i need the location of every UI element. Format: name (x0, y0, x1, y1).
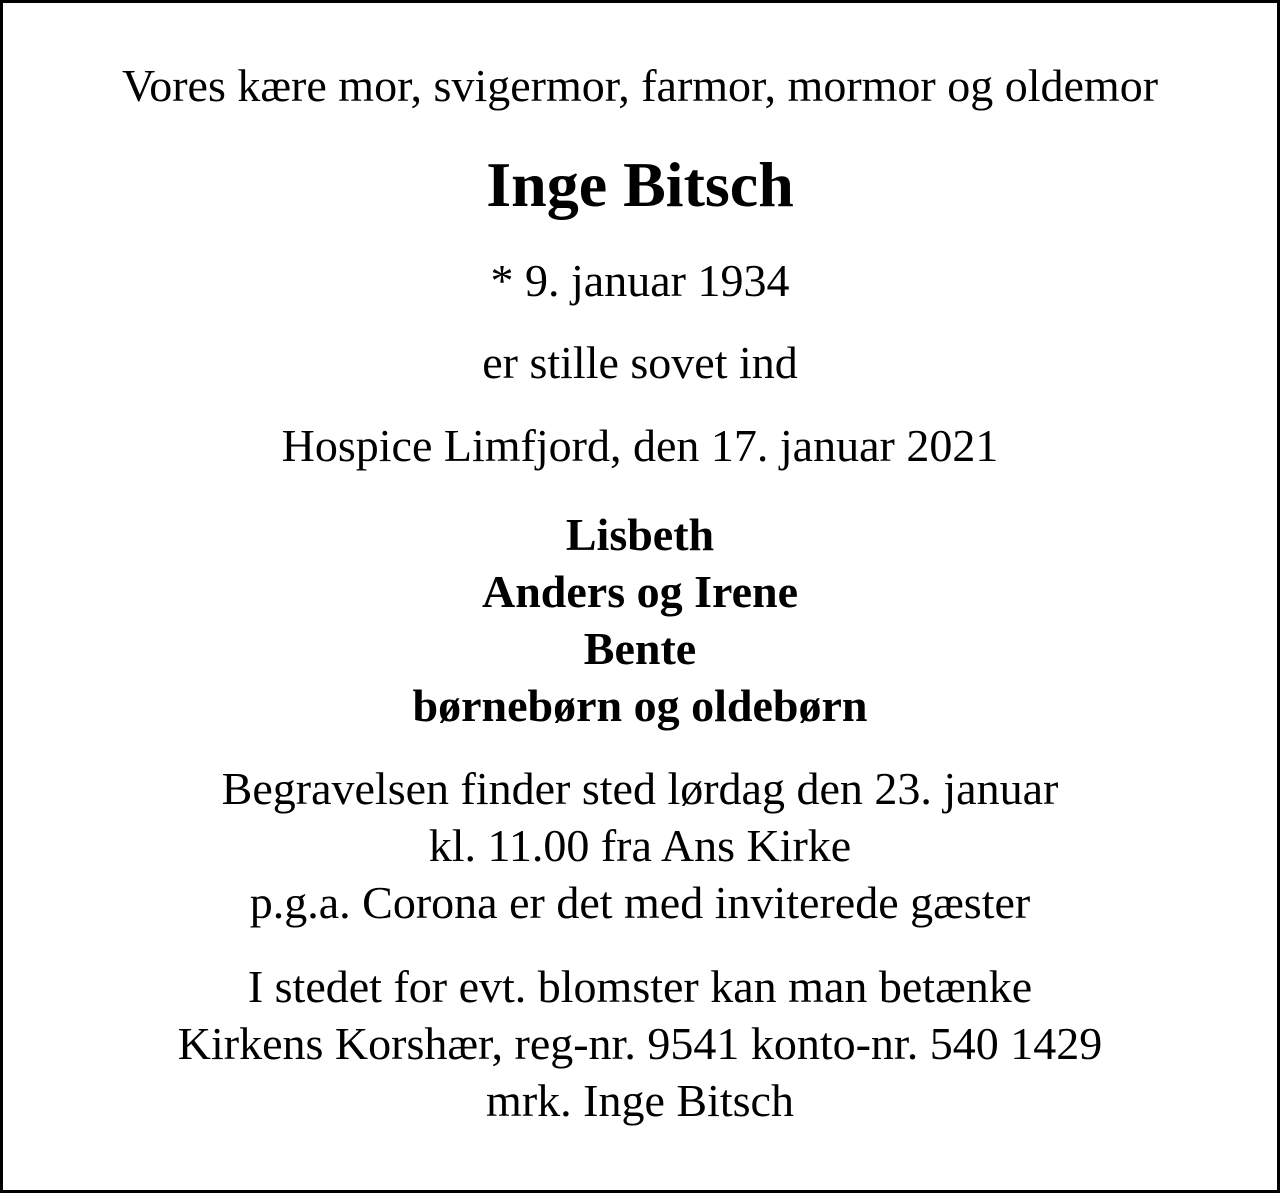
donation-line: Kirkens Korshær, reg-nr. 9541 konto-nr. 540 1429 (177, 1018, 1103, 1069)
family-member: Anders og Irene (481, 566, 799, 617)
donation-line: I stedet for evt. blomster kan man betænke (247, 961, 1033, 1012)
funeral-line: Begravelsen finder sted lørdag den 23. januar (221, 763, 1059, 814)
funeral-line: kl. 11.00 fra Ans Kirke (428, 820, 852, 871)
family-list (3, 506, 1277, 734)
donation-details (3, 958, 1277, 1129)
funeral-details (3, 760, 1277, 931)
place-and-date: Hospice Limfjord, den 17. januar 2021 (281, 420, 999, 471)
donation-line: mrk. Inge Bitsch (486, 1075, 794, 1126)
family-member: Bente (583, 623, 697, 674)
birth-date: * 9. januar 1934 (490, 255, 790, 306)
family-member: børnebørn og oldebørn (412, 680, 868, 731)
intro-line: Vores kære mor, svigermor, farmor, mormor og oldemor (121, 60, 1159, 111)
deceased-name: Inge Bitsch (486, 149, 794, 220)
funeral-line: p.g.a. Corona er det med inviterede gæster (249, 877, 1031, 928)
family-member: Lisbeth (565, 509, 715, 560)
passed-away-line: er stille sovet ind (482, 337, 798, 388)
